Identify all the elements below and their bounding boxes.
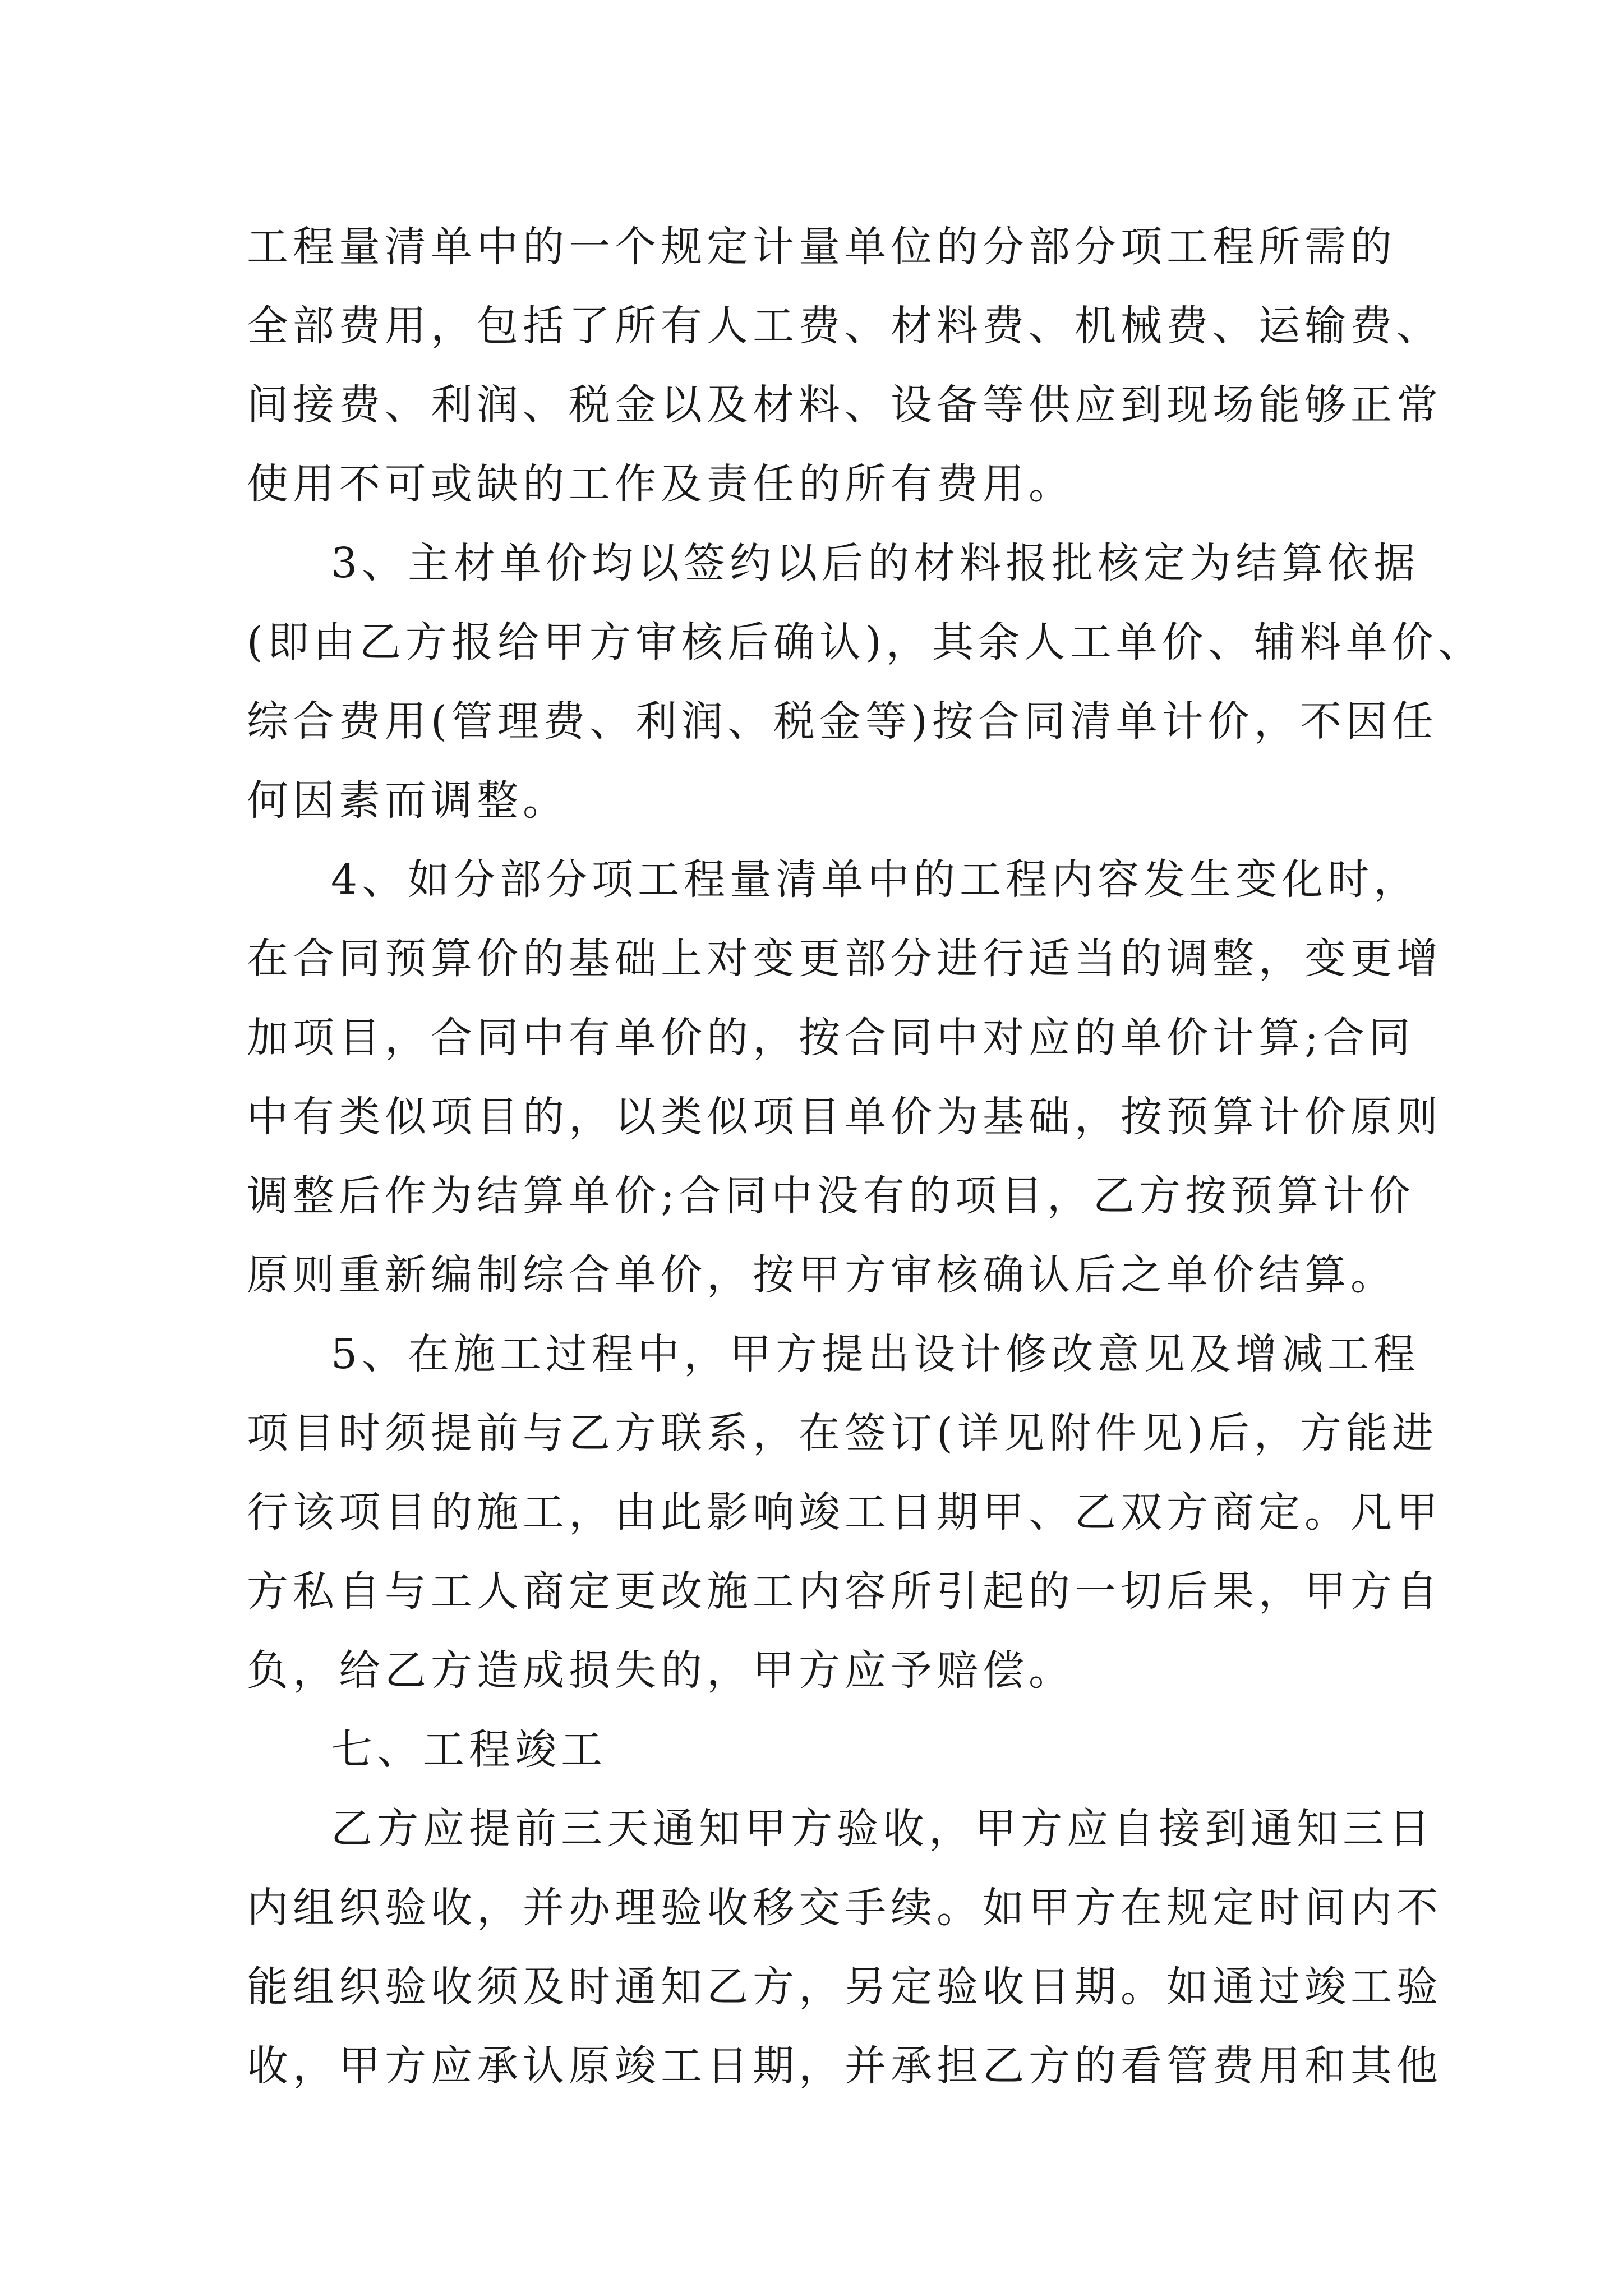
paragraph-start-line: 5、在施工过程中，甲方提出设计修改意见及增减工程 (331, 1330, 1420, 1378)
text-line: 内组织验收，并办理验收移交手续。如甲方在规定时间内不 (247, 1884, 1442, 1932)
document-body (247, 208, 1484, 2106)
text-line: 能组织验收须及时通知乙方，另定验收日期。如通过竣工验 (247, 1963, 1442, 2011)
text-line: 间接费、利润、税金以及材料、设备等供应到现场能够正常 (247, 381, 1442, 429)
paragraph-start-line: 乙方应提前三天通知甲方验收，甲方应自接到通知三日 (331, 1805, 1435, 1853)
text-line: 使用不可或缺的工作及责任的所有费用。 (247, 460, 1075, 508)
text-line: 在合同预算价的基础上对变更部分进行适当的调整，变更增 (247, 935, 1442, 983)
text-line: 综合费用(管理费、利润、税金等)按合同清单计价，不因任 (247, 697, 1438, 746)
text-line: 行该项目的施工，由此影响竣工日期甲、乙双方商定。凡甲 (247, 1488, 1442, 1536)
text-line: 原则重新编制综合单价，按甲方审核确认后之单价结算。 (247, 1251, 1396, 1299)
text-line: 收，甲方应承认原竣工日期，并承担乙方的看管费用和其他 (247, 2042, 1442, 2090)
text-line: 加项目，合同中有单价的，按合同中对应的单价计算;合同 (247, 1014, 1415, 1062)
paragraph-start-line: 3、主材单价均以签约以后的材料报批核定为结算依据 (331, 539, 1420, 587)
text-line: 何因素而调整。 (247, 776, 569, 825)
text-line: 方私自与工人商定更改施工内容所引起的一切后果，甲方自 (247, 1567, 1442, 1616)
text-line: 负，给乙方造成损失的，甲方应予赔偿。 (247, 1646, 1075, 1695)
paragraph-start-line: 4、如分部分项工程量清单中的工程内容发生变化时， (331, 855, 1420, 904)
text-line: 全部费用，包括了所有人工费、材料费、机械费、运输费、 (247, 302, 1442, 350)
text-line: 调整后作为结算单价;合同中没有的项目，乙方按预算计价 (247, 1172, 1415, 1220)
section-heading: 七、工程竣工 (331, 1726, 607, 1774)
text-line: 工程量清单中的一个规定计量单位的分部分项工程所需的 (247, 223, 1396, 271)
text-line: (即由乙方报给甲方审核后确认)，其余人工单价、辅料单价、 (247, 618, 1484, 666)
text-line: 中有类似项目的，以类似项目单价为基础，按预算计价原则 (247, 1093, 1442, 1141)
text-line: 项目时须提前与乙方联系，在签订(详见附件见)后，方能进 (247, 1409, 1438, 1457)
